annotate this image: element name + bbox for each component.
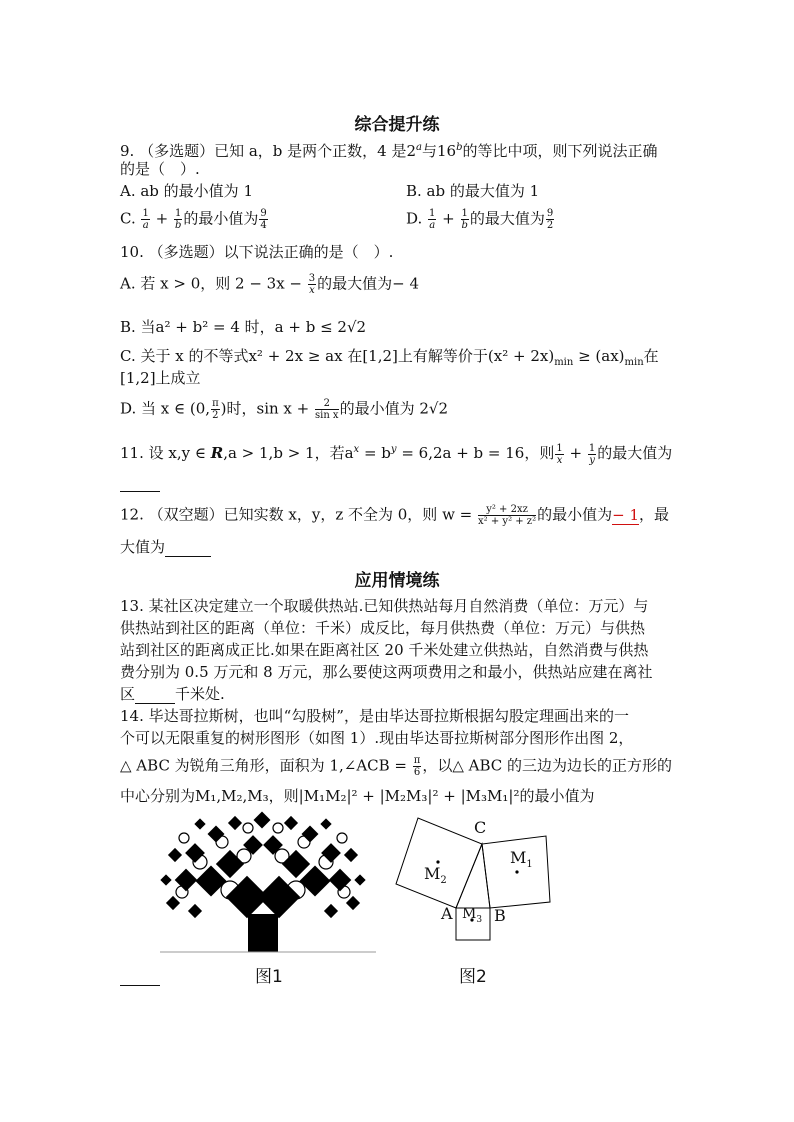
center-label-m2 bbox=[424, 864, 447, 886]
q9-c-prefix: C. bbox=[120, 209, 141, 228]
q12-line2-text: 大值为 bbox=[120, 538, 166, 556]
vertex-label-b: B bbox=[494, 906, 506, 925]
frac-2-sinx bbox=[315, 398, 339, 421]
q9-c-suffix: 的最小值为 bbox=[183, 209, 259, 228]
frac-den: x bbox=[556, 454, 563, 466]
q13-line5-prefix: 区 bbox=[120, 685, 136, 703]
q11-answer-blank bbox=[120, 472, 160, 492]
q10-option-d bbox=[120, 398, 448, 421]
q9-option-c: C. $\frac{1}{a}$ + $\frac{1}{b}$ 的最小值为 $\frac{9}{4}$ bbox=[120, 208, 267, 231]
q10-d-prefix: D. 当 x ∈ (0, bbox=[120, 399, 211, 418]
q9-exp-a: a bbox=[416, 142, 422, 153]
frac-num: π bbox=[413, 755, 421, 766]
q14-line3-suffix: ，以△ ABC 的三边为边长的正方形的 bbox=[422, 756, 673, 775]
frac-pi-6 bbox=[413, 755, 422, 778]
m3-subscript: 3 bbox=[476, 914, 483, 925]
q14-line1: 14. 毕达哥拉斯树，也叫“勾股树”，是由毕达哥拉斯根据勾股定理画出来的一 bbox=[120, 707, 629, 725]
q10-option-c-line2: [1,2]上成立 bbox=[120, 369, 201, 387]
q11-mid: ,a > 1,b > 1，若a bbox=[223, 444, 354, 462]
q11-exp-y: y bbox=[390, 444, 397, 455]
frac-9-4 bbox=[259, 208, 267, 231]
section-heading-application: 应用情境练 bbox=[354, 571, 440, 591]
frac-den: a bbox=[429, 220, 436, 231]
frac-num: 3 bbox=[308, 273, 316, 284]
q14-line4: 中心分别为M₁,M₂,M₃，则|M₁M₂|² + |M₂M₃|² + |M₃M₁|²的最小值为 bbox=[120, 787, 595, 805]
frac-num: 1 bbox=[429, 208, 436, 219]
q12-answer-min[interactable]: − 1 bbox=[612, 505, 639, 524]
q10-c-part2: ≥ (ax) bbox=[573, 347, 625, 365]
q12-end: ，最 bbox=[639, 505, 670, 524]
frac-den: x² + y² + z² bbox=[478, 516, 537, 527]
q11-post: = 6,2a + b = 16，则 bbox=[396, 444, 555, 462]
frac-num: 2 bbox=[315, 398, 339, 410]
frac-num: y² + 2xz bbox=[478, 504, 536, 516]
q10-line1: 10. （多选题）以下说法正确的是（ ）. bbox=[120, 243, 394, 261]
q12-line1 bbox=[120, 504, 669, 527]
q13-line1: 13. 某社区决定建立一个取暖供热站.已知供热站每月自然消费（单位：万元）与 bbox=[120, 597, 649, 615]
frac-den: sin x bbox=[314, 410, 339, 421]
q10-c-part1: C. 关于 x 的不等式x² + 2x ≥ ax 在[1,2]上有解等价于(x² + 2x) bbox=[120, 347, 555, 365]
frac-9-2 bbox=[546, 208, 554, 231]
frac-num: π bbox=[212, 398, 219, 409]
q11-real-set: R bbox=[210, 444, 224, 462]
frac-den: a bbox=[142, 220, 149, 231]
frac-3-x bbox=[308, 273, 316, 296]
m1-letter: M bbox=[510, 848, 527, 867]
frac-w bbox=[478, 504, 536, 527]
q9-option-d: D. $\frac{1}{a}$ + $\frac{1}{b}$ 的最大值为 $\frac{9}{2}$ bbox=[406, 208, 554, 231]
frac-1-a bbox=[141, 208, 149, 231]
q10-d-mid: )时，sin x + bbox=[220, 399, 314, 418]
q11-line1: 11. 设 x,y ∈ R,a > 1,b > 1，若$a^x = b^y = 6,2a + b = 16$，则 $\frac{1}{x}$ + $\frac{1}{y}$ 的最大值为 bbox=[120, 442, 673, 466]
q10-a-prefix: A. 若 x > 0，则 2 − 3x − bbox=[120, 274, 307, 293]
q9-line2: 的是（ ）. bbox=[120, 160, 200, 178]
q12-line2 bbox=[120, 537, 211, 557]
center-label-m3 bbox=[462, 906, 482, 925]
m2-subscript: 2 bbox=[440, 875, 447, 887]
q9-text-a: 9. （多选题）已知 a，b 是两个正数，4 是2 bbox=[120, 142, 417, 160]
q14-answer-blank bbox=[120, 966, 160, 986]
frac-num: 9 bbox=[546, 208, 554, 219]
frac-den: b bbox=[461, 220, 468, 231]
frac-num: 1 bbox=[461, 208, 468, 219]
center-label-m1 bbox=[510, 848, 533, 870]
q10-c-part3: 在 bbox=[643, 347, 659, 365]
frac-den: y bbox=[589, 454, 595, 466]
q12-post: 的最小值为 bbox=[537, 505, 613, 524]
frac-num: 1 bbox=[174, 208, 182, 219]
q9-d-prefix: D. bbox=[406, 209, 428, 228]
answer-blank[interactable] bbox=[120, 971, 160, 986]
q10-option-a bbox=[120, 273, 419, 296]
q14-line2: 个可以无限重复的树形图形（如图 1）.现由毕达哥拉斯树部分图形作出图 2， bbox=[120, 729, 634, 747]
q13-line3: 站到社区的距离成正比.如果在距离社区 20 千米处建立供热站，自然消费与供热 bbox=[120, 641, 649, 659]
q13-line4: 费分别为 0.5 万元和 8 万元，那么要使这两项费用之和最小，供热站应建在离社 bbox=[120, 663, 653, 681]
q13-line5 bbox=[120, 684, 225, 704]
frac-num: 1 bbox=[588, 442, 596, 454]
frac-1-b bbox=[174, 208, 182, 231]
frac-pi-2 bbox=[211, 398, 220, 421]
frac-den: x bbox=[309, 285, 315, 296]
q13-line5-suffix: 千米处. bbox=[175, 685, 225, 703]
frac-num: 9 bbox=[260, 208, 267, 219]
q10-d-suffix: 的最小值为 2√2 bbox=[339, 399, 448, 418]
q10-c-min1: min bbox=[554, 357, 574, 368]
q11-mid2: = b bbox=[359, 444, 391, 462]
q9-line1 bbox=[120, 138, 658, 161]
figure1-caption: 图1 bbox=[255, 967, 283, 987]
frac-1-x bbox=[555, 443, 563, 466]
frac-den: 2 bbox=[212, 410, 219, 421]
q11-exp-x: x bbox=[353, 444, 360, 455]
frac-den: 4 bbox=[260, 220, 267, 231]
answer-blank[interactable] bbox=[120, 477, 160, 492]
section-heading-comprehensive: 综合提升练 bbox=[354, 115, 440, 135]
frac-den: b bbox=[174, 220, 182, 231]
q9-text-c: 的等比中项，则下列说法正确 bbox=[462, 142, 658, 160]
m2-letter: M bbox=[424, 864, 441, 883]
vertex-label-c: C bbox=[474, 818, 487, 837]
q9-text-b: 与16 bbox=[422, 142, 457, 160]
q10-c-min2: min bbox=[624, 357, 644, 368]
q12-prefix: 12. （双空题）已知实数 x，y，z 不全为 0，则 w = bbox=[120, 505, 478, 524]
q10-option-b: B. 当a² + b² = 4 时，a + b ≤ 2√2 bbox=[120, 318, 367, 336]
q9-exp-b: b bbox=[456, 142, 463, 153]
vertex-label-a: A bbox=[441, 904, 453, 923]
frac-1-a bbox=[428, 208, 436, 231]
q14-line3 bbox=[120, 755, 672, 778]
m1-subscript: 1 bbox=[526, 859, 533, 871]
frac-1-y bbox=[588, 443, 596, 466]
q11-end: 的最大值为 bbox=[597, 444, 673, 462]
q13-line2: 供热站到社区的距离（单位：千米）成反比，每月供热费（单位：万元）与供热 bbox=[120, 619, 646, 637]
q10-a-suffix: 的最大值为− 4 bbox=[317, 274, 420, 293]
frac-num: 1 bbox=[556, 442, 563, 454]
pythagoras-tree-figure bbox=[160, 810, 376, 956]
figure2-caption: 图2 bbox=[459, 967, 487, 987]
q9-option-b: B. ab 的最大值为 1 bbox=[406, 182, 540, 200]
q10-option-c bbox=[120, 346, 659, 373]
frac-den: 2 bbox=[546, 220, 554, 231]
q9-d-suffix: 的最大值为 bbox=[469, 209, 545, 228]
answer-blank[interactable] bbox=[165, 542, 211, 557]
m3-letter: M bbox=[462, 906, 477, 922]
frac-num: 1 bbox=[142, 208, 149, 219]
frac-1-b bbox=[461, 208, 469, 231]
q14-line3-prefix: △ ABC 为锐角三角形，面积为 1,∠ACB = bbox=[120, 756, 412, 775]
answer-blank[interactable] bbox=[135, 689, 175, 704]
q9-option-a: A. ab 的最小值为 1 bbox=[120, 182, 253, 200]
frac-den: 6 bbox=[413, 767, 421, 778]
q11-prefix: 11. 设 x,y ∈ bbox=[120, 444, 211, 462]
